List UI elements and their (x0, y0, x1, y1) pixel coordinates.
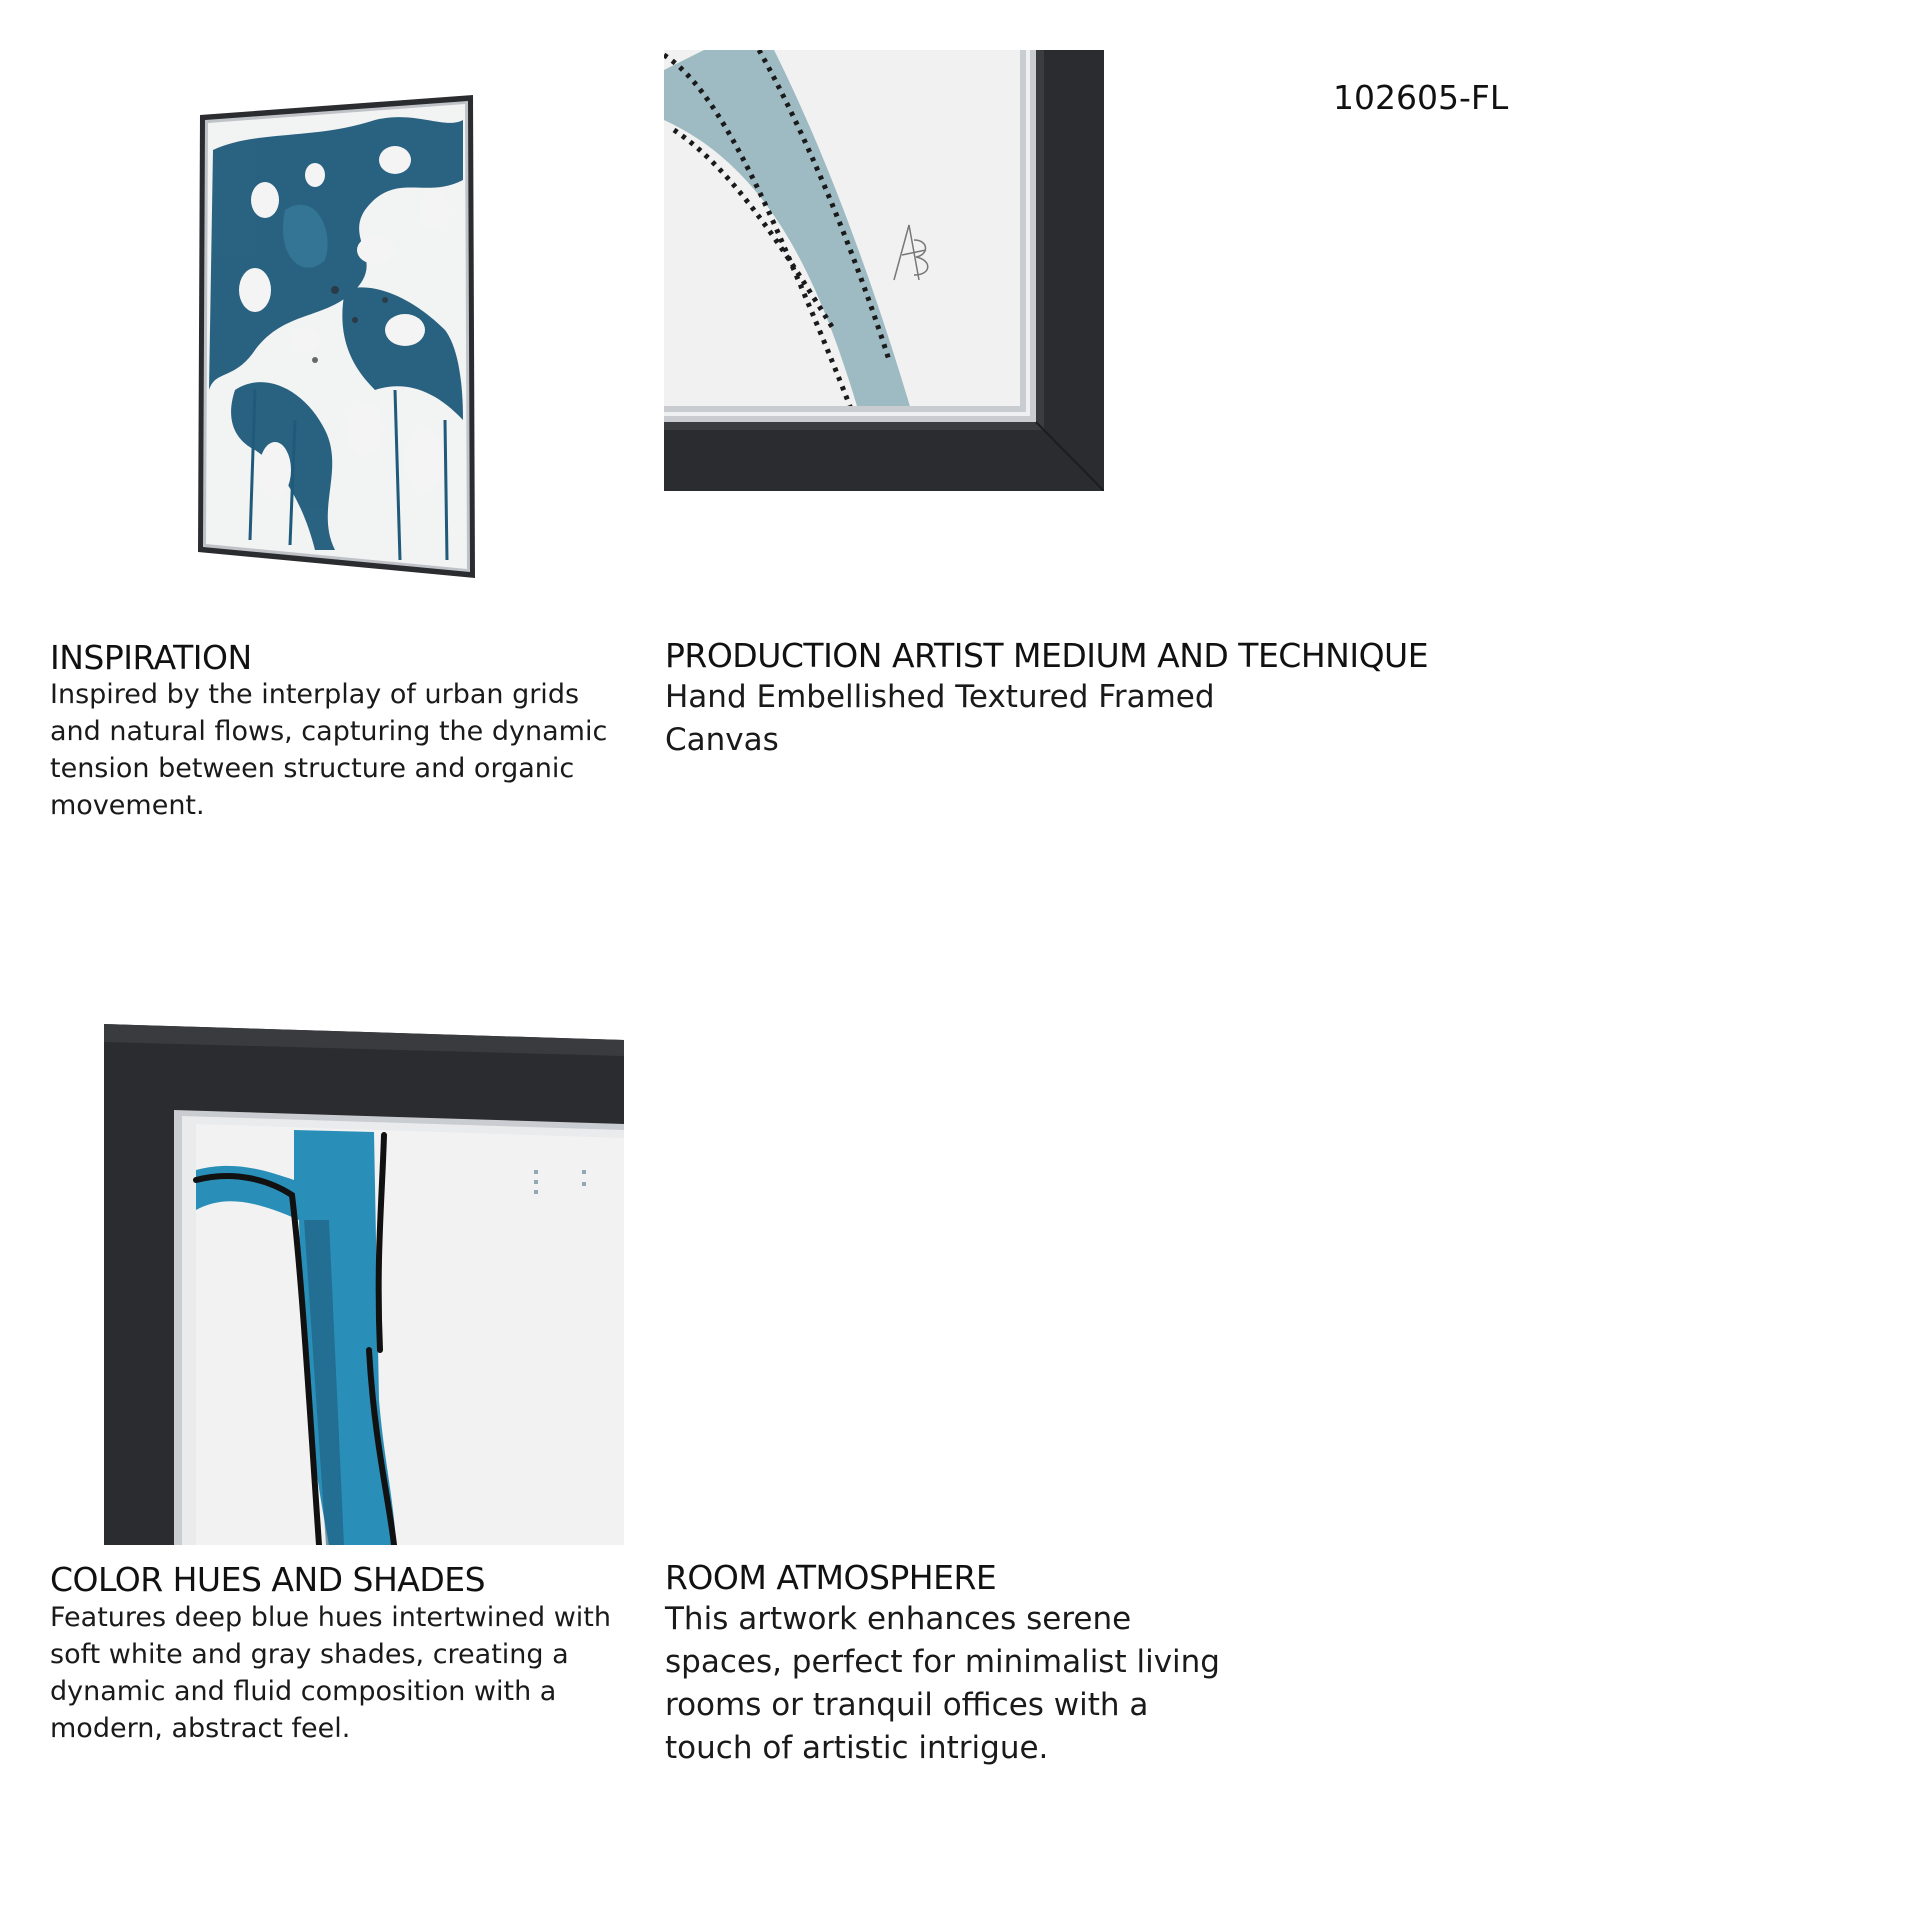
room-atmosphere-heading: ROOM ATMOSPHERE (665, 1558, 997, 1597)
color-hues-text: Features deep blue hues intertwined with soft white and gray shades, creating a dynamic and fluid composition with a modern, abstract feel. (50, 1602, 612, 1744)
room-atmosphere-text: This artwork enhances serene spaces, perfect for minimalist living rooms or tranquil offices with a touch of artistic intrigue. (665, 1601, 1220, 1766)
artwork-full-view-image (195, 90, 485, 590)
color-hues-heading: COLOR HUES AND SHADES (50, 1560, 486, 1599)
inspiration-text: Inspired by the interplay of urban grids and natural flows, capturing the dynamic tension between structure and organic movement. (50, 679, 608, 821)
product-sku: 102605-FL (1333, 78, 1509, 117)
production-text: Hand Embellished Textured Framed Canvas (665, 679, 1215, 758)
artwork-corner-detail-signature-image (664, 50, 1104, 491)
production-heading: PRODUCTION ARTIST MEDIUM AND TECHNIQUE (665, 636, 1429, 675)
artwork-corner-detail-blue-drip-image (104, 1020, 624, 1545)
inspiration-heading: INSPIRATION (50, 638, 252, 677)
